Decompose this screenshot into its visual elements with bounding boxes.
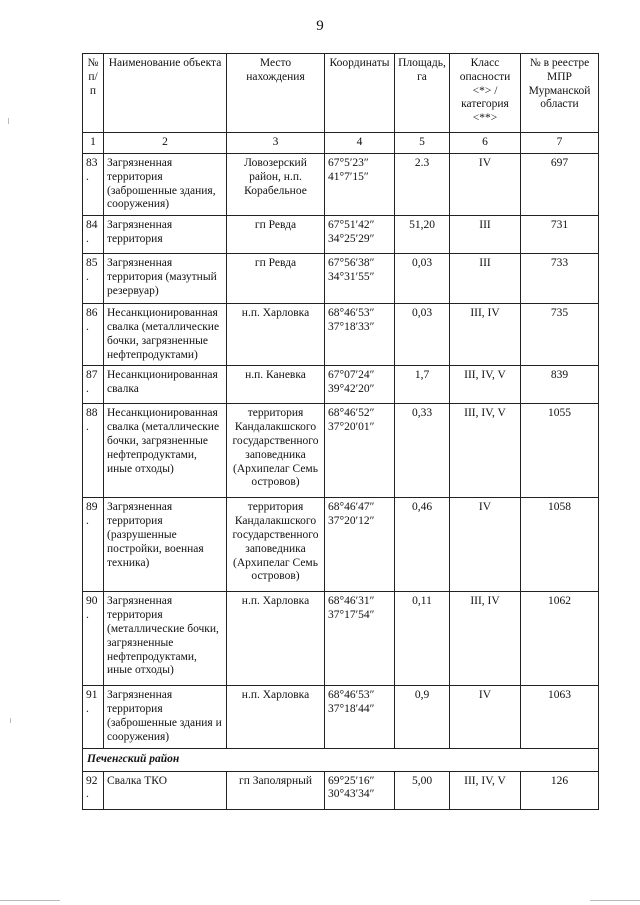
table-row <box>83 498 599 592</box>
table-row <box>83 771 599 809</box>
object-location: гп Ревда <box>227 216 325 254</box>
coordinate-latitude: 68°46′47″ <box>328 501 375 514</box>
coordinate-latitude: 68°46′53″ <box>328 307 375 320</box>
object-name: Загрязненная территория <box>104 216 227 254</box>
object-area: 5,00 <box>395 771 450 809</box>
row-number: 91. <box>83 686 104 748</box>
table-row <box>83 592 599 686</box>
object-area: 2.3 <box>395 154 450 216</box>
object-registry-number: 731 <box>521 216 599 254</box>
column-index: 7 <box>521 133 599 154</box>
row-number: 86. <box>83 304 104 366</box>
object-coordinates <box>325 592 395 686</box>
object-name: Загрязненная территория (металлические бочки, загрязненные нефтепродуктами, иные отходы) <box>104 592 227 686</box>
object-hazard-class: III <box>450 216 521 254</box>
object-hazard-class: III, IV <box>450 304 521 366</box>
row-number: 87. <box>83 366 104 404</box>
object-registry-number: 735 <box>521 304 599 366</box>
coordinate-longitude: 39°42′20″ <box>328 383 375 396</box>
object-registry-number: 1055 <box>521 404 599 498</box>
object-coordinates <box>325 366 395 404</box>
row-number: 92. <box>83 771 104 809</box>
object-hazard-class: III, IV, V <box>450 404 521 498</box>
row-number: 89. <box>83 498 104 592</box>
object-coordinates <box>325 404 395 498</box>
object-location: н.п. Харловка <box>227 304 325 366</box>
coordinate-latitude: 68°46′31″ <box>328 595 375 608</box>
object-registry-number: 1063 <box>521 686 599 748</box>
coordinate-latitude: 67°51′42″ <box>328 219 375 232</box>
object-location: н.п. Харловка <box>227 686 325 748</box>
object-hazard-class: III, IV, V <box>450 366 521 404</box>
header-number: № п/п <box>83 54 104 133</box>
object-registry-number: 733 <box>521 254 599 304</box>
row-number: 90. <box>83 592 104 686</box>
scan-mark <box>0 900 60 901</box>
header-hazard-class: Класс опасности <*> / категория <**> <box>450 54 521 133</box>
header-area: Площадь, га <box>395 54 450 133</box>
coordinate-latitude: 67°07′24″ <box>328 369 375 382</box>
object-location: территория Кандалакшского государственного заповедника (Архипелаг Семь островов) <box>227 404 325 498</box>
scan-mark <box>10 718 11 723</box>
object-location: н.п. Каневка <box>227 366 325 404</box>
column-index: 6 <box>450 133 521 154</box>
object-area: 0,03 <box>395 304 450 366</box>
object-name: Загрязненная территория (разрушенные постройки, военная техника) <box>104 498 227 592</box>
object-location: территория Кандалакшского государственного заповедника (Архипелаг Семь островов) <box>227 498 325 592</box>
object-location: гп Заполярный <box>227 771 325 809</box>
object-coordinates <box>325 498 395 592</box>
page-number: 9 <box>316 18 324 34</box>
region-title: Печенгский район <box>83 748 599 771</box>
object-name: Загрязненная территория (мазутный резервуар) <box>104 254 227 304</box>
object-name: Несанкционированная свалка (металлические бочки, загрязненные нефтепродуктами, иные отходы) <box>104 404 227 498</box>
coordinate-longitude: 30°43′34″ <box>328 788 375 801</box>
object-hazard-class: III, IV <box>450 592 521 686</box>
coordinate-longitude: 37°20′12″ <box>328 515 375 528</box>
object-registry-number: 697 <box>521 154 599 216</box>
object-area: 0,46 <box>395 498 450 592</box>
object-area: 51,20 <box>395 216 450 254</box>
object-registry-number: 1062 <box>521 592 599 686</box>
coordinate-longitude: 34°31′55″ <box>328 270 375 283</box>
object-hazard-class: IV <box>450 498 521 592</box>
table-row <box>83 216 599 254</box>
row-number: 84. <box>83 216 104 254</box>
row-number: 88. <box>83 404 104 498</box>
coordinate-latitude: 68°46′53″ <box>328 689 375 702</box>
header-coordinates: Координаты <box>325 54 395 133</box>
column-index-row <box>83 133 599 154</box>
header-name: Наименование объекта <box>104 54 227 133</box>
column-index: 5 <box>395 133 450 154</box>
object-coordinates <box>325 771 395 809</box>
table-row <box>83 366 599 404</box>
object-area: 1,7 <box>395 366 450 404</box>
coordinate-longitude: 41°7′15″ <box>328 170 369 183</box>
object-area: 0,9 <box>395 686 450 748</box>
object-coordinates <box>325 216 395 254</box>
table-row <box>83 404 599 498</box>
table-row <box>83 154 599 216</box>
coordinate-longitude: 37°20′01″ <box>328 421 375 434</box>
coordinate-longitude: 34°25′29″ <box>328 232 375 245</box>
row-number: 85. <box>83 254 104 304</box>
header-registry-number: № в реестре МПР Мурманской области <box>521 54 599 133</box>
column-index: 3 <box>227 133 325 154</box>
column-index: 2 <box>104 133 227 154</box>
object-registry-number: 126 <box>521 771 599 809</box>
object-area: 0,33 <box>395 404 450 498</box>
object-name: Несанкционированная свалка <box>104 366 227 404</box>
object-location: Ловозерский район, н.п. Корабельное <box>227 154 325 216</box>
scan-mark <box>8 118 9 124</box>
coordinate-longitude: 37°18′33″ <box>328 320 375 333</box>
coordinate-latitude: 67°5′23″ <box>328 157 369 169</box>
object-location: гп Ревда <box>227 254 325 304</box>
coordinate-longitude: 37°18′44″ <box>328 703 375 716</box>
object-coordinates <box>325 304 395 366</box>
object-hazard-class: IV <box>450 686 521 748</box>
object-hazard-class: III <box>450 254 521 304</box>
object-coordinates <box>325 254 395 304</box>
table-row <box>83 304 599 366</box>
object-hazard-class: IV <box>450 154 521 216</box>
object-name: Несанкционированная свалка (металлические бочки, загрязненные нефтепродуктами) <box>104 304 227 366</box>
object-name: Свалка ТКО <box>104 771 227 809</box>
header-row <box>83 54 599 133</box>
object-registry-number: 839 <box>521 366 599 404</box>
coordinate-latitude: 69°25′16″ <box>328 774 375 787</box>
object-coordinates <box>325 686 395 748</box>
object-hazard-class: III, IV, V <box>450 771 521 809</box>
object-location: н.п. Харловка <box>227 592 325 686</box>
coordinate-longitude: 37°17′54″ <box>328 609 375 622</box>
coordinate-latitude: 67°56′38″ <box>328 257 375 270</box>
coordinate-latitude: 68°46′52″ <box>328 407 375 420</box>
column-index: 4 <box>325 133 395 154</box>
object-registry-number: 1058 <box>521 498 599 592</box>
waste-sites-table <box>82 53 599 810</box>
scan-mark <box>590 900 640 901</box>
column-index: 1 <box>83 133 104 154</box>
object-name: Загрязненная территория (заброшенные здания, сооружения) <box>104 154 227 216</box>
object-area: 0,03 <box>395 254 450 304</box>
row-number: 83. <box>83 154 104 216</box>
object-area: 0,11 <box>395 592 450 686</box>
header-location: Место нахождения <box>227 54 325 133</box>
table-row <box>83 254 599 304</box>
object-coordinates <box>325 154 395 216</box>
region-row <box>83 748 599 771</box>
object-name: Загрязненная территория (заброшенные здания и сооружения) <box>104 686 227 748</box>
table-row <box>83 686 599 748</box>
